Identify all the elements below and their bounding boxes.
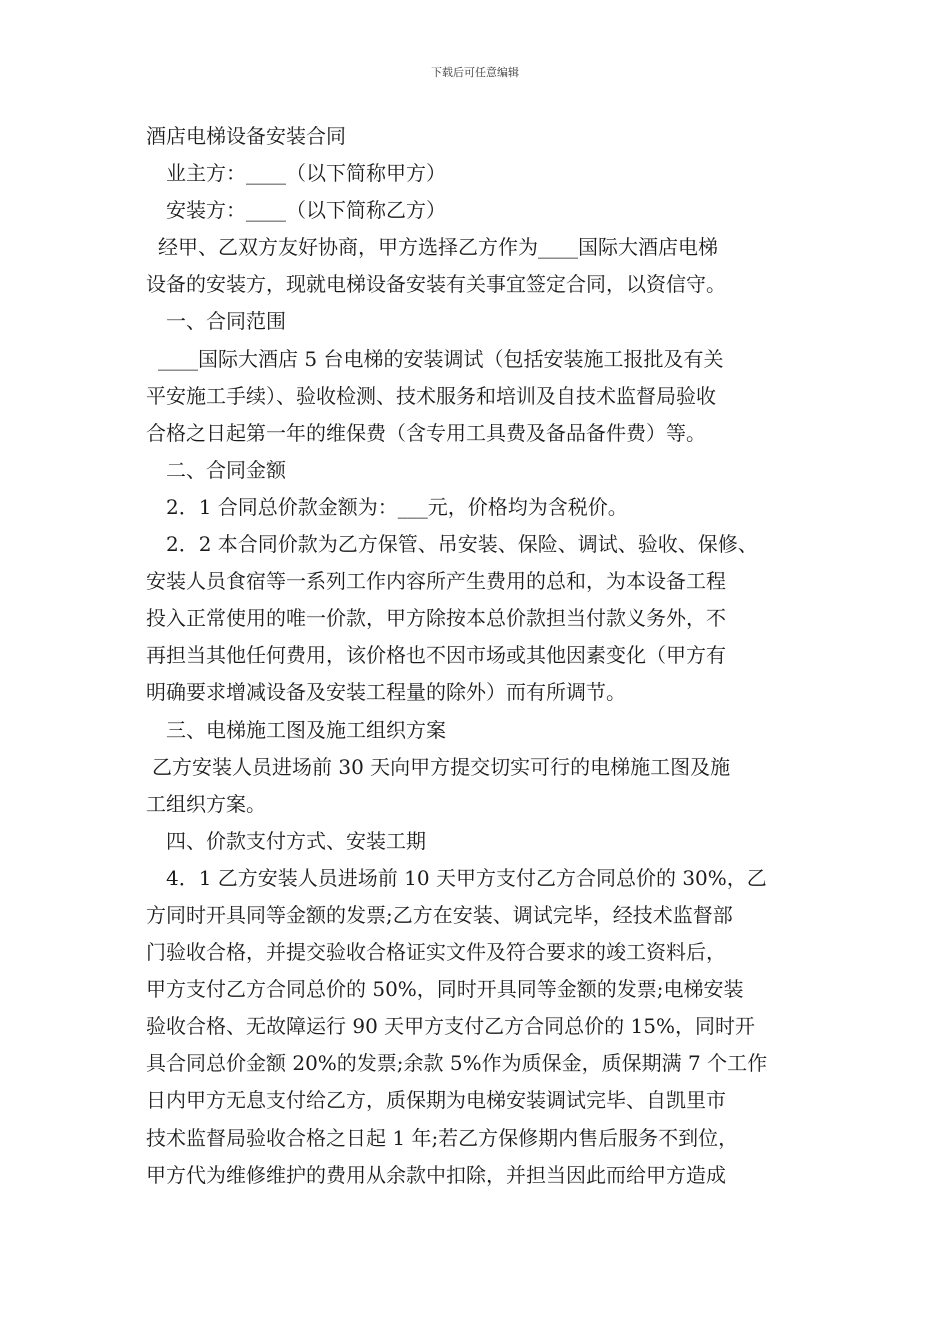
document-line: 乙方安装人员进场前 30 天向甲方提交切实可行的电梯施工图及施 <box>152 754 731 779</box>
document-line: ____国际大酒店 5 台电梯的安装调试（包括安装施工报批及有关 <box>158 346 724 371</box>
document-line: 安装方：____（以下简称乙方） <box>166 198 446 223</box>
document-line: 经甲、乙双方友好协商，甲方选择乙方作为____国际大酒店电梯 <box>158 235 718 260</box>
document-line: 三、电梯施工图及施工组织方案 <box>166 717 446 742</box>
document-line: 2．1 合同总价款金额为：___元，价格均为含税价。 <box>166 494 628 519</box>
document-line: 二、合同金额 <box>166 457 286 482</box>
document-title: 酒店电梯设备安装合同 <box>146 124 346 148</box>
document-line: 一、合同范围 <box>166 309 286 334</box>
page-header-note: 下载后可任意编辑 <box>431 66 519 79</box>
document-line: 方同时开具同等金额的发票;乙方在安装、调试完毕，经技术监督部 <box>146 902 733 927</box>
document-line: 甲方代为维修维护的费用从余款中扣除，并担当因此而给甲方造成 <box>146 1162 726 1187</box>
document-line: 4．1 乙方安装人员进场前 10 天甲方支付乙方合同总价的 30%，乙 <box>166 865 767 890</box>
document-line: 合格之日起第一年的维保费（含专用工具费及备品备件费）等。 <box>146 420 706 445</box>
document-line: 具合同总价金额 20%的发票;余款 5%作为质保金，质保期满 7 个工作 <box>146 1051 768 1076</box>
document-body <box>146 118 810 1194</box>
document-line: 设备的安装方，现就电梯设备安装有关事宜签定合同，以资信守。 <box>146 272 726 297</box>
document-line: 2．2 本合同价款为乙方保管、吊安装、保险、调试、验收、保修、 <box>166 532 758 557</box>
document-line: 四、价款支付方式、安装工期 <box>166 828 426 853</box>
document-line: 再担当其他任何费用，该价格也不因市场或其他因素变化（甲方有 <box>146 643 726 668</box>
document-line: 平安施工手续）、验收检测、技术服务和培训及自技术监督局验收 <box>146 383 716 408</box>
document-line: 业主方：____（以下简称甲方） <box>166 161 446 186</box>
document-line: 投入正常使用的唯一价款，甲方除按本总价款担当付款义务外，不 <box>146 606 726 631</box>
document-line: 验收合格、无故障运行 90 天甲方支付乙方合同总价的 15%，同时开 <box>146 1014 755 1039</box>
document-line: 安装人员食宿等一系列工作内容所产生费用的总和，为本设备工程 <box>146 569 726 594</box>
document-line: 明确要求增减设备及安装工程量的除外）而有所调节。 <box>146 680 626 705</box>
document-line: 门验收合格，并提交验收合格证实文件及符合要求的竣工资料后， <box>146 940 726 965</box>
document-line: 甲方支付乙方合同总价的 50%，同时开具同等金额的发票;电梯安装 <box>146 977 744 1002</box>
document-line: 日内甲方无息支付给乙方，质保期为电梯安装调试完毕、自凯里市 <box>146 1088 726 1113</box>
document-line: 技术监督局验收合格之日起 1 年;若乙方保修期内售后服务不到位， <box>146 1125 739 1150</box>
document-line: 工组织方案。 <box>146 791 266 816</box>
